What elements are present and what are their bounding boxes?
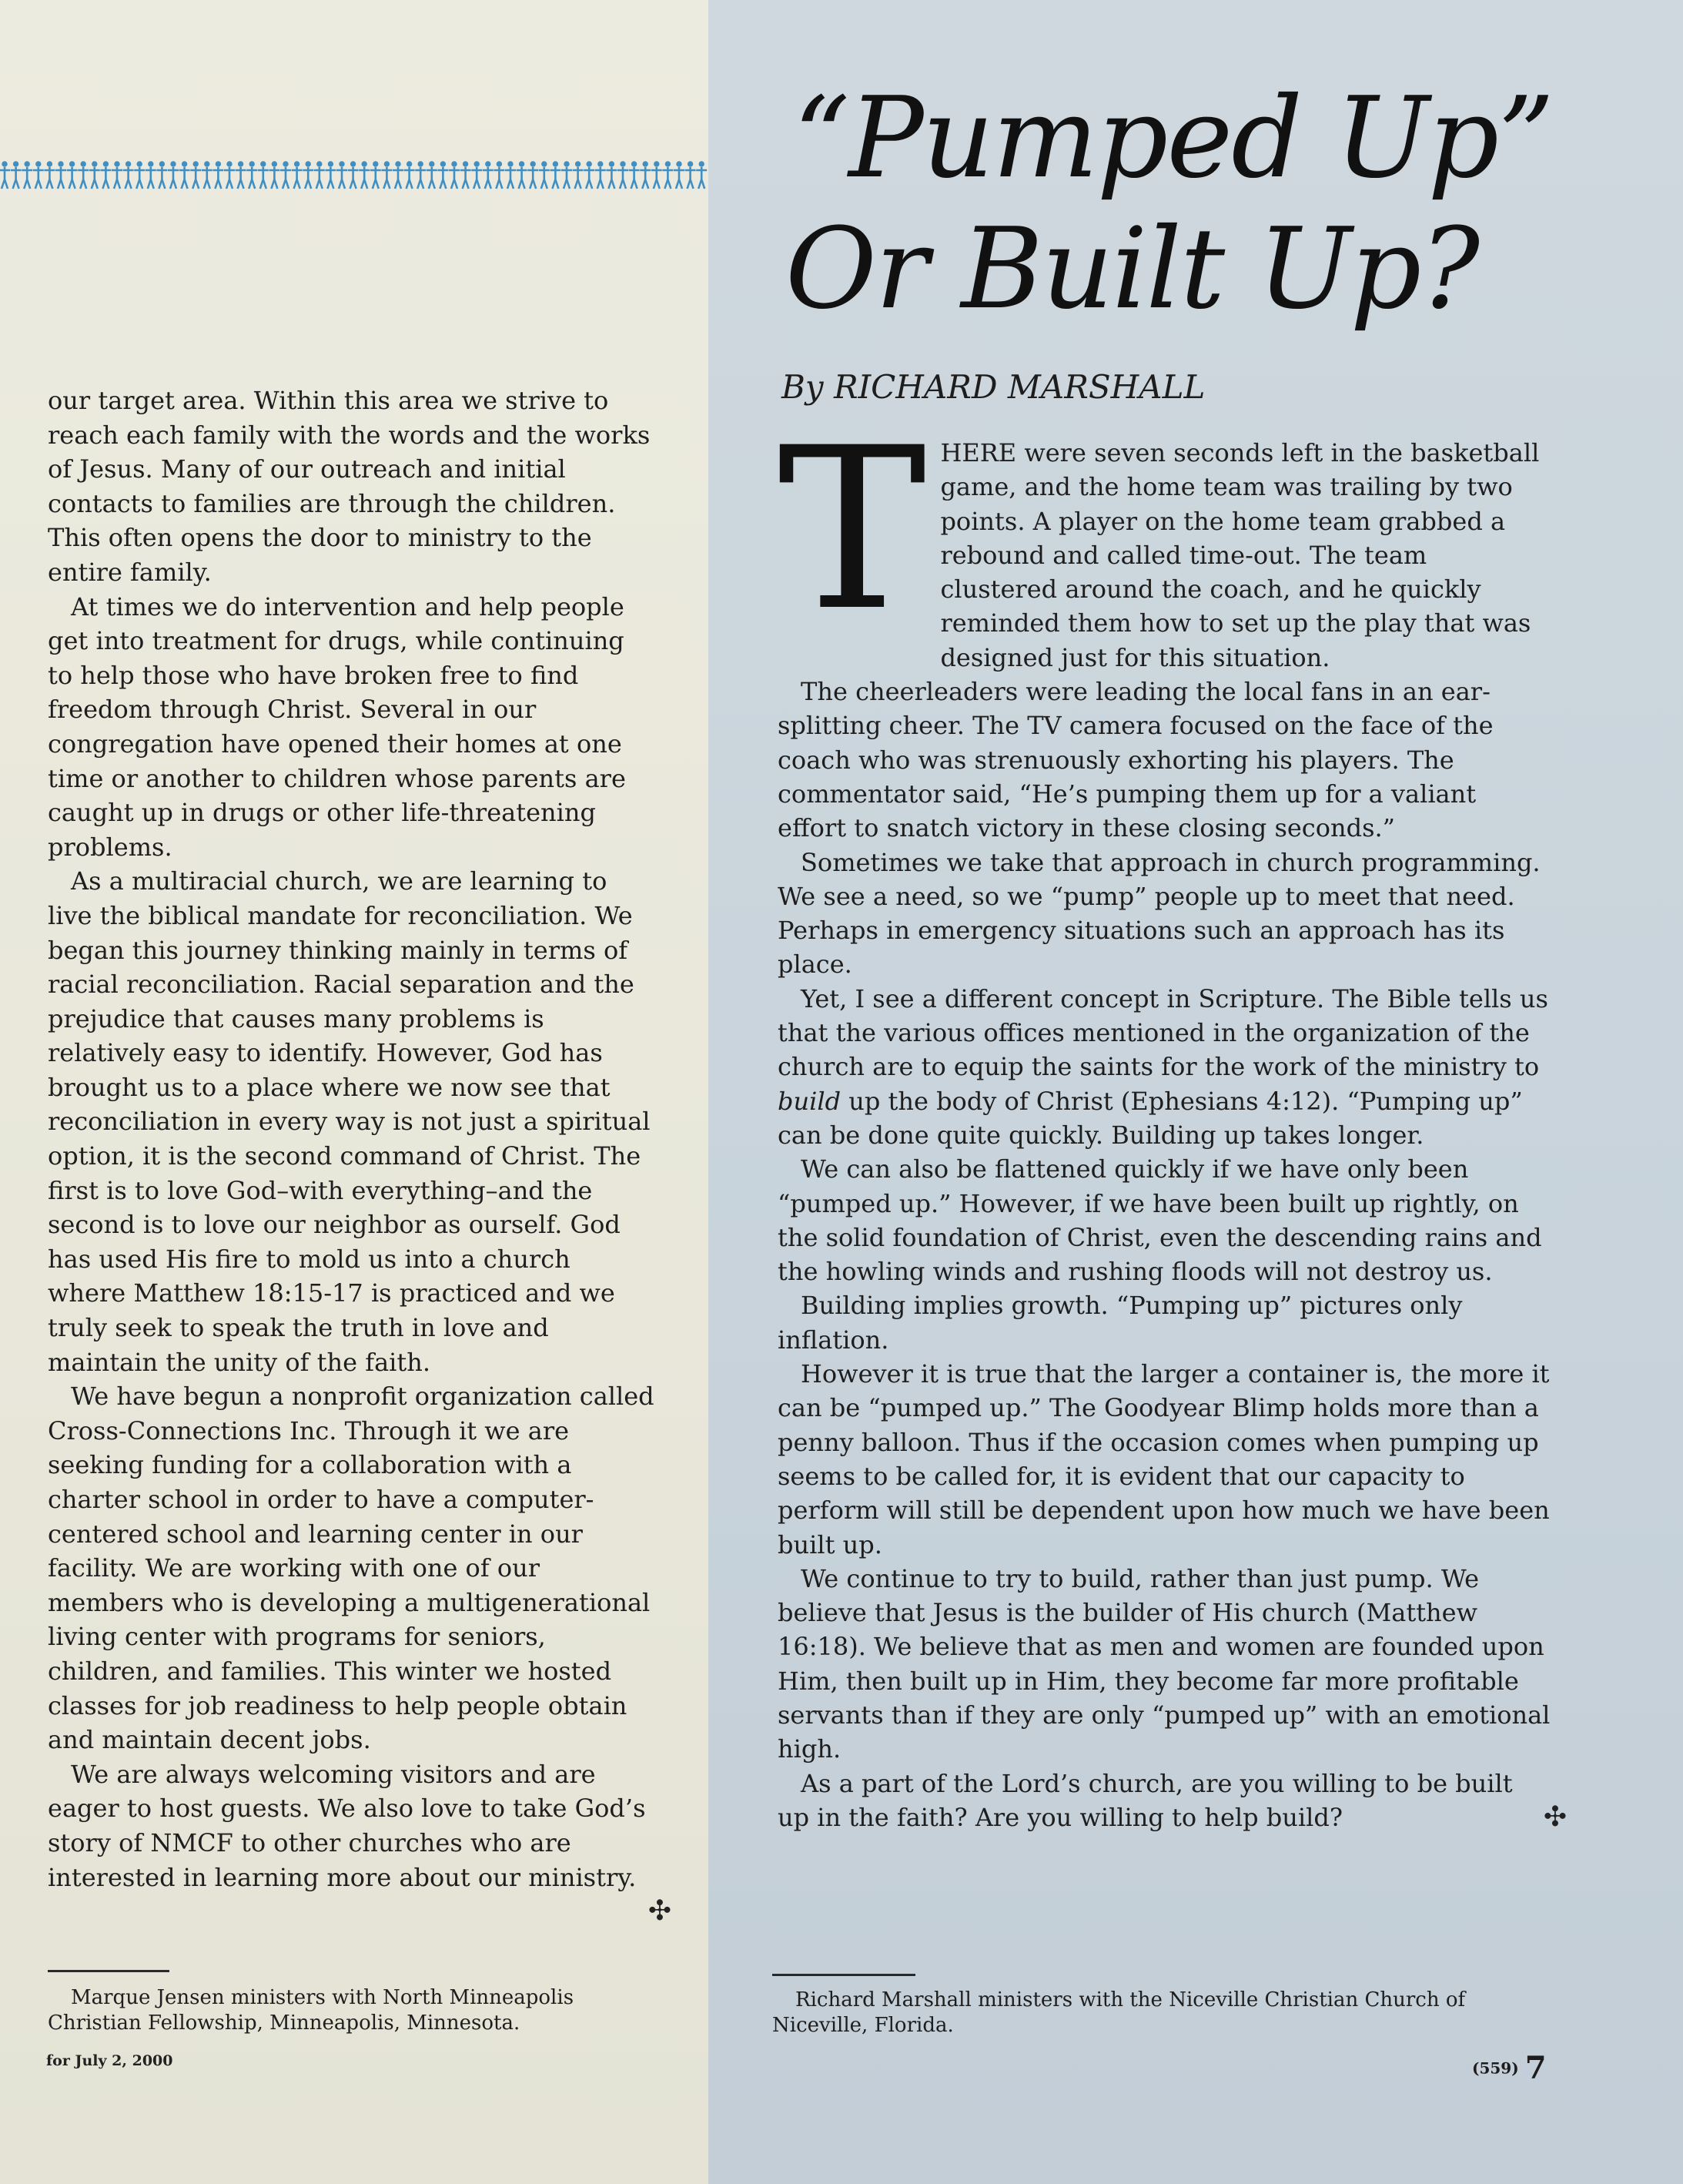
people-chain-icon <box>0 158 708 196</box>
people-chain-decoration <box>0 158 708 196</box>
left-paragraph: As a multiracial church, we are learning to live the biblical mandate for reconciliation. We began this journey thinking mainly in terms of racial reconciliation. Racial separation and the prejudice that causes many problems is relatively easy to identify. However, God has brought us to a place where we now see that reconciliation in every way is not just a spiritual option, it is the second command of Christ. The first is to love God–with everything–and the second is to love our neighbor as ourself. God has used His fire to mold us into a church where Matthew 18:15-17 is practiced and we truly seek to speak the truth in love and maintain the unity of the faith. <box>48 866 651 1377</box>
article-paragraph-last <box>778 1767 1567 1835</box>
article-paragraph <box>778 982 1551 1152</box>
para9-text: As a part of the Lord’s church, are you willing to be built up in the faith? Are you willing to help build? <box>778 1768 1513 1832</box>
article-paragraph: Sometimes we take that approach in church programming. We see a need, so we “pump” people up to meet that need. Perhaps in emergency situations such an approach has its place. <box>778 847 1541 980</box>
article-paragraph: We can also be flattened quickly if we have only been “pumped up.” However, if we have been built up rightly, on the solid foundation of Christ, even the descending rains and the howling winds and rushing floods will not destroy us. <box>778 1154 1542 1287</box>
left-paragraph: At times we do intervention and help people get into treatment for drugs, while continuing to help those who have broken free to find freedom through Christ. Several in our congregation have opened their homes at one time or another to children whose parents are caught up in drugs or other life-threatening problems. <box>48 591 626 862</box>
left-column-text <box>48 384 671 1929</box>
article-paragraph: However it is true that the larger a container is, the more it can be “pumped up.” The Goodyear Blimp holds more than a penny balloon. Thus if the occasion comes when pumping up seems to be called for, it is evident that our capacity to perform will still be dependent upon how much we have been built up. <box>778 1359 1550 1559</box>
title-line-1: “Pumped Up” <box>793 73 1554 203</box>
para4-text-b: up the body of Christ (Ephesians 4:12). “Pumping up” can be done quite quickly. Building up takes longer. <box>778 1086 1523 1150</box>
issue-date-footer: for July 2, 2000 <box>46 2052 173 2069</box>
article-paragraph-first <box>778 400 1551 675</box>
left-paragraph: our target area. Within this area we strive to reach each family with the words and the works of Jesus. Many of our outreach and initial contacts to families are through the children. This often opens the door to ministry to the entire family. <box>48 386 651 587</box>
left-paragraph: We have begun a nonprofit organization called Cross-Connections Inc. Through it we are seeking funding for a collaboration with a charter school in order to have a computer-centered school and learning center in our facility. We are working with one of our members who is developing a multigenerational living center with programs for seniors, children, and families. This winter we hosted classes for job readiness to help people obtain and maintain decent jobs. <box>48 1382 654 1755</box>
para4-text-a: Yet, I see a different concept in Scripture. The Bible tells us that the various offices mentioned in the organization of the church are to equip the saints for the work of the ministry to <box>778 983 1548 1082</box>
page-number-big: 7 <box>1524 2050 1547 2086</box>
article-body <box>778 400 1567 1834</box>
para4-emphasis: build <box>778 1086 842 1116</box>
drop-cap: T <box>778 400 927 660</box>
article-title <box>785 73 1632 335</box>
article-paragraph: We continue to try to build, rather than just pump. We believe that Jesus is the builder of His church (Matthew 16:18). We believe that as men and women are founded upon Him, then built up in Him, they become far more profitable servants than if they are only “pumped up” with an emotional high. <box>778 1563 1551 1764</box>
article-paragraph: Building implies growth. “Pumping up” pictures only inflation. <box>778 1291 1463 1355</box>
title-line-2: Or Built Up? <box>785 204 1479 334</box>
author-bio-right: Richard Marshall ministers with the Niceville Christian Church of Niceville, Florida. <box>772 1988 1466 2037</box>
end-mark-icon: ✣ <box>647 1895 671 1928</box>
left-paragraph-last <box>48 1757 671 1928</box>
first-paragraph-text: HERE were seven seconds left in the basketball game, and the home team was trailing by two points. A player on the home team grabbed a rebound and called time-out. The team clustered around the coach, and he quickly reminded them how to set up the play that was designed just for this situation. <box>940 438 1540 672</box>
page-number-small: (559) <box>1472 2058 1519 2078</box>
author-bio-left: Marque Jensen ministers with North Minneapolis Christian Fellowship, Minneapolis, Minnesota. <box>48 1986 574 2035</box>
bio-rule-left <box>48 1970 169 1972</box>
end-mark-icon: ✣ <box>1543 1800 1567 1833</box>
article-byline: By RICHARD MARSHALL <box>781 368 1206 406</box>
page-number <box>1472 2050 1547 2086</box>
left-paragraph-text: We are always welcoming visitors and are eager to host guests. We also love to take God’s story of NMCF to other churches who are interested in learning more about our ministry. <box>48 1759 646 1892</box>
bio-rule-right <box>772 1974 915 1976</box>
article-paragraph: The cheerleaders were leading the local fans in an ear-splitting cheer. The TV camera focused on the face of the coach who was strenuously exhorting his players. The commentator said, “He’s pumping them up for a valiant effort to snatch victory in these closing seconds.” <box>778 677 1494 843</box>
